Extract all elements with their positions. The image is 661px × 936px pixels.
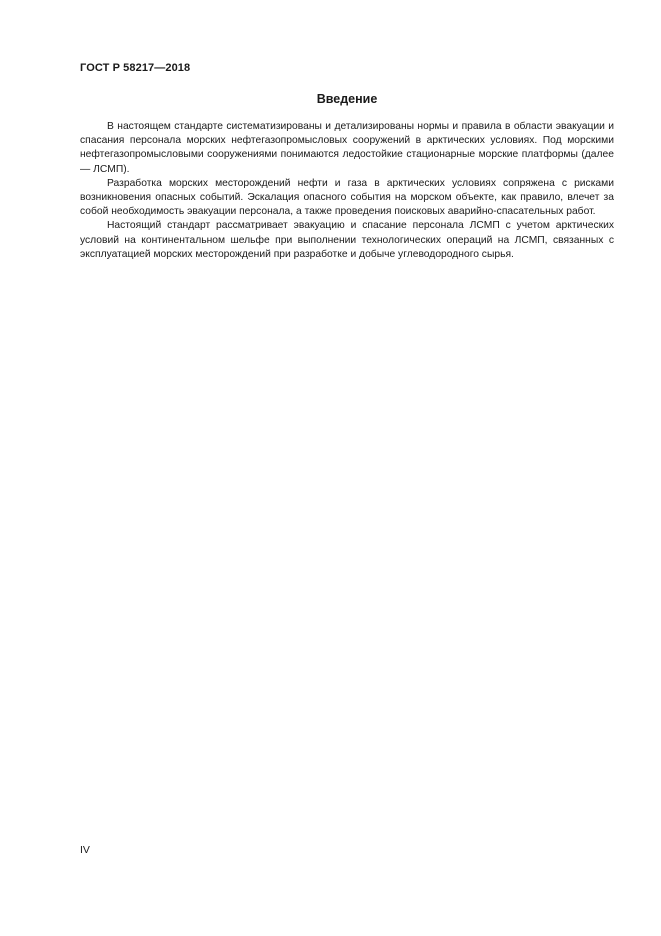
paragraph: Разработка морских месторождений нефти и газа в арктических условиях сопряжена с рисками возникновения опасных событий. Эскалация опасного события на морском объекте, как правило, влечет за собой необходимость эвакуации персонала, а также проведения поисковых аварийно-спасательных работ. bbox=[80, 177, 614, 218]
section-title: Введение bbox=[316, 92, 378, 106]
paragraph: Настоящий стандарт рассматривает эвакуацию и спасание персонала ЛСМП с учетом арктических условий на континентальном шельфе при выполнении технологических операций на ЛСМП, связанных с эксплуатацией морских месторождений при разработке и добыче углеводородного сырья. bbox=[80, 220, 614, 260]
section-body bbox=[80, 120, 614, 262]
page-number: IV bbox=[80, 844, 90, 856]
paragraph: В настоящем стандарте систематизированы и детализированы нормы и правила в области эвакуации и спасания персонала морских нефтегазопромысловых сооружений в арктических условиях. Под морскими нефтегазопромысловыми сооружениями понимаются ледостойкие стационарные морские платформы (далее — ЛСМП). bbox=[80, 121, 614, 175]
document-standard-code: ГОСТ Р 58217—2018 bbox=[80, 62, 191, 74]
